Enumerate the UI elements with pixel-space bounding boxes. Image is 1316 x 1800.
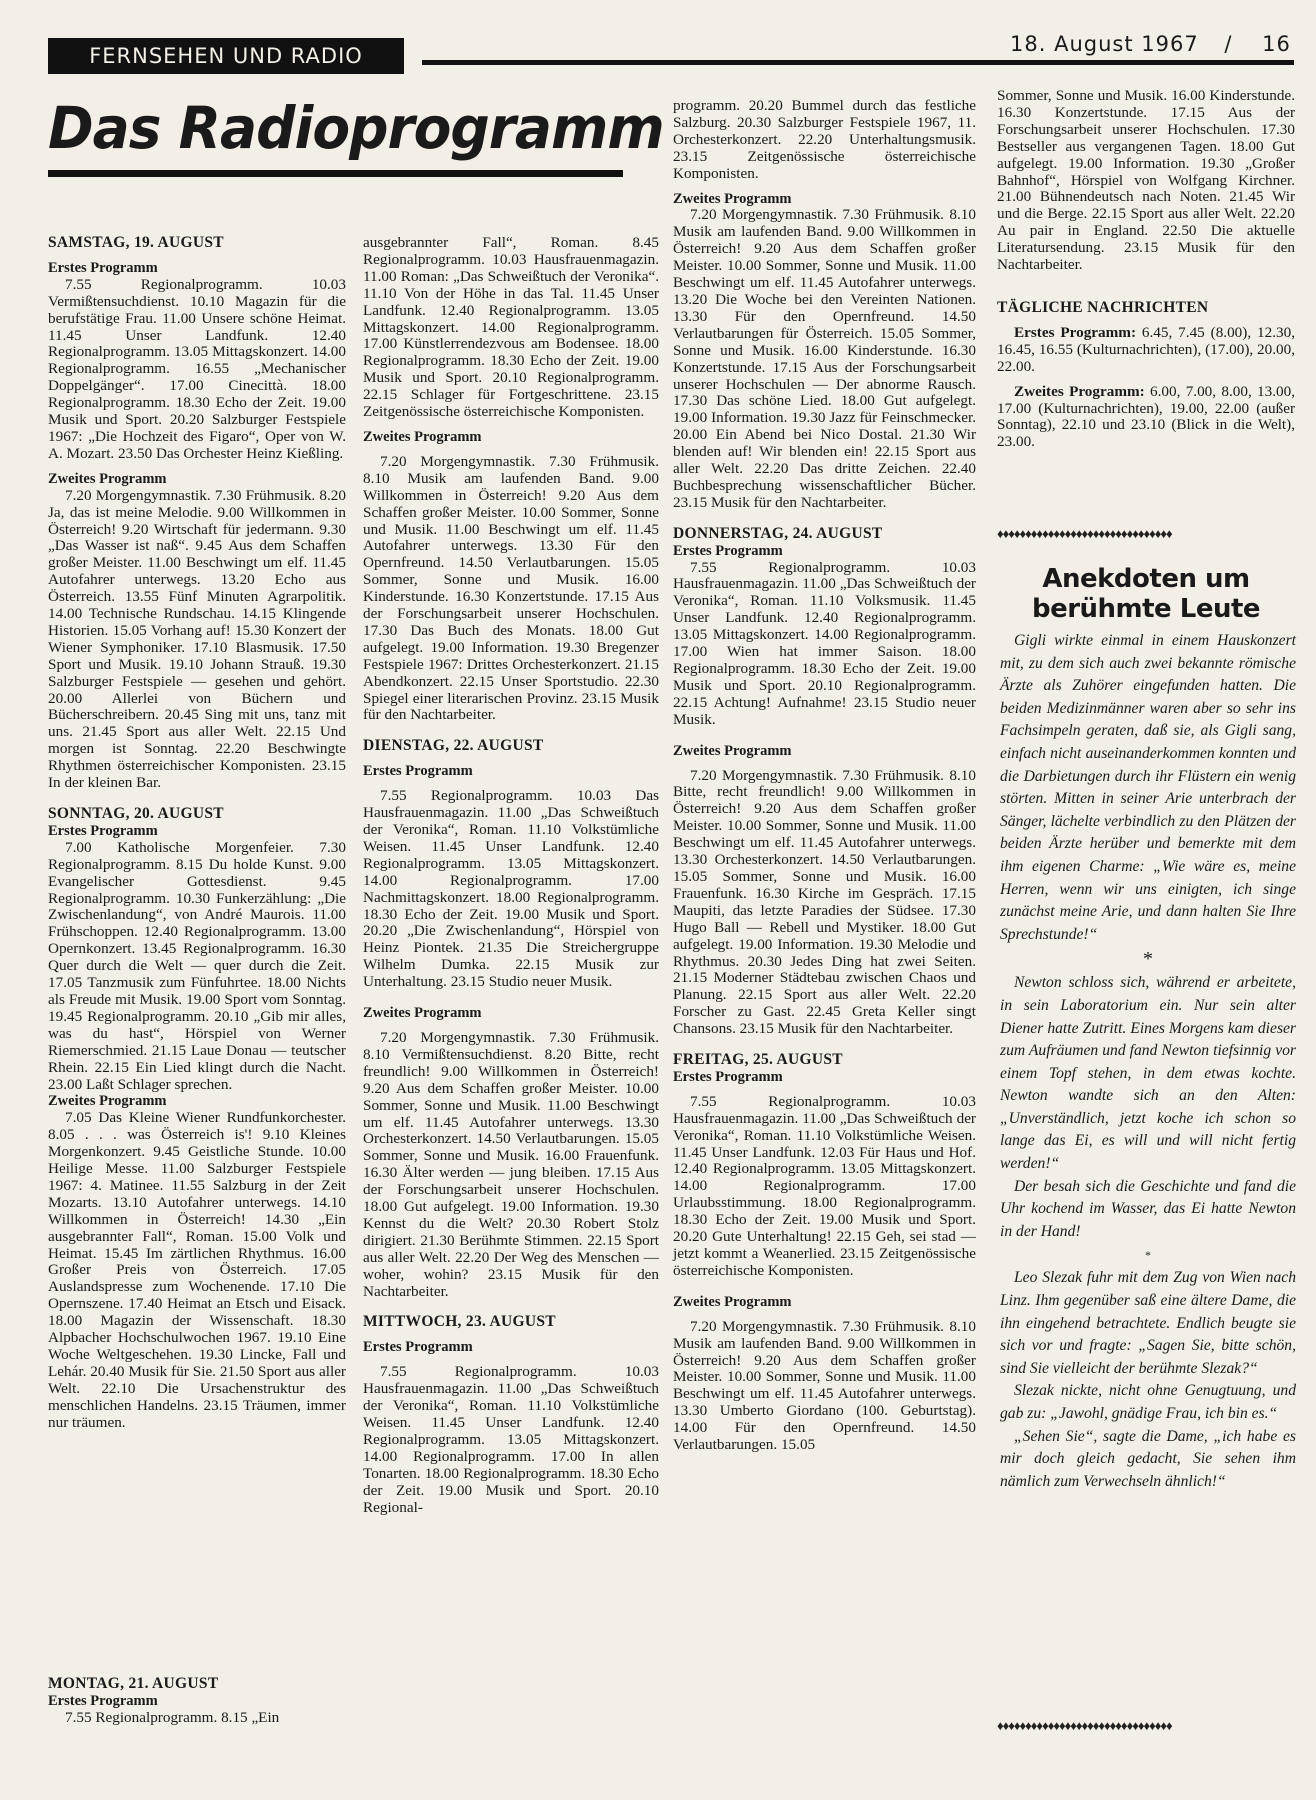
program-listing: 7.55 Regionalprogramm. 8.15 „Ein [65, 1708, 280, 1726]
program-label: Erstes Programm [48, 259, 158, 276]
issue-date-line [1010, 32, 1291, 56]
program-listing: 7.55 Regionalprogramm. 10.03 Hausfrauenmagazin. 11.00 „Das Schweißtuch der Veronika“, Roman. 11.10 Volkstümliche Weisen. 11.45 Unser Landfunk. 12.03 Für Haus und Hof. 12.40 Regionalprogramm. 13.05 Mittagskonzert. 14.00 Regionalprogramm. 17.00 Urlaubsstimmung. 18.00 Regionalprogramm. 18.30 Echo der Zeit. 19.00 Musik und Sport. 20.20 Gute Unterhaltung! 22.15 Geh, sei stad — jetzt kommt a Weanerlied. 23.15 Zeitgenössische österreichische Komponisten. [673, 1092, 976, 1279]
column-1 [48, 235, 346, 1432]
anecdotes-text [1000, 630, 1296, 1493]
page-title: Das Radioprogramm [48, 94, 664, 162]
column-1-bottom [48, 1676, 346, 1727]
program-listing: 7.20 Morgengymnastik. 7.30 Frühmusik. 8.10 Vermißtensuchdienst. 8.20 Bitte, recht freundlich! 9.00 Willkommen in Österreich! 9.20 Aus dem Schaffen großer Meister. 10.00 Sommer, Sonne und Musik. 11.00 Beschwingt um elf. 11.45 Autofahrer unterwegs. 13.30 Orchesterkonzert. 14.50 Verlautbarungen. 15.05 Sommer, Sonne und Musik. 16.00 Frauenfunk. 16.30 Älter werden — jung bleiben. 17.15 Aus der Forschungsarbeit unserer Hochschulen. 18.00 Gut aufgelegt. 19.00 Information. 19.30 Kennst du die Welt? 20.30 Robert Stolz dirigiert. 21.30 Berühmte Stimmen. 22.15 Sport aus aller Welt. 22.20 Der Weg des Menschen — woher, wohin? 23.15 Musik für den Nachtarbeiter. [363, 1028, 659, 1300]
news-times-second [997, 384, 1295, 452]
date-separator: / [1224, 32, 1233, 56]
program-label: Erstes Programm [673, 542, 783, 559]
program-label: Zweites Programm [363, 1005, 482, 1022]
day-heading-monday: MONTAG, 21. AUGUST [48, 1675, 219, 1692]
program-listing: 7.20 Morgengymnastik. 7.30 Frühmusik. 8.10 Bitte, recht freundlich! 9.00 Willkommen in Österreich! 9.20 Aus dem Schaffen großer Meister. 10.00 Sommer, Sonne und Musik. 11.00 Beschwingt um elf. 11.45 Autofahrer unterwegs. 13.30 Orchesterkonzert. 14.50 Verlautbarungen. 15.05 Sommer, Sonne und Musik. 16.00 Frauenfunk. 16.30 Kirche im Gespräch. 17.15 Maupiti, das letzte Paradies der Südsee. 17.30 Hugo Ball — Rebell und Mystiker. 18.00 Gut aufgelegt. 19.00 Information. 19.30 Melodie und Rhythmus. 20.30 Jedes Ding hat zwei Seiten. 21.15 Moderner Städtebau zwischen Chaos und Planung. 22.15 Sport aus aller Welt. 22.20 Forscher zu Gast. 22.45 Greta Keller singt Chansons. 23.15 Musik für den Nachtarbeiter. [673, 766, 976, 1038]
program-label: Erstes Programm: [1014, 323, 1137, 341]
day-heading-wednesday: MITTWOCH, 23. AUGUST [363, 1313, 556, 1331]
header-rule [422, 60, 1294, 65]
day-heading-tuesday: DIENSTAG, 22. AUGUST [363, 737, 544, 755]
diamond-divider: ♦♦♦♦♦♦♦♦♦♦♦♦♦♦♦♦♦♦♦♦♦♦♦♦♦♦♦♦♦♦♦ [997, 1718, 1172, 1733]
anecdote-gigli: Gigli wirkte einmal in einem Hauskonzert mit, zu dem sich auch zwei bekannte römische Ärzte als Zuhörer eingefunden hatten. Die beiden Medizinmänner waren aber so sehr ins Fachsimpeln geraten, daß sie, als Gigli sang, einfach nicht auseinanderkommen konnten und die Darbietungen durch ihr Flüstern ein wenig störten. Mitten in seiner Arie unterbrach der Sänger, lächelte verbindlich zu den Plätzen der beiden Ärzte herüber und bemerkte mit dem ihm eigenen Charme: „Wie wäre es, meine Herren, wenn wir uns einigten, ich singe zunächst meine Arie, und dann halten Sie Ihre Sprechstunde!“ [1000, 632, 1296, 943]
program-label: Erstes Programm [48, 1692, 158, 1709]
asterisk-separator: * [1143, 948, 1153, 971]
day-heading-saturday: SAMSTAG, 19. AUGUST [48, 234, 224, 251]
anecdote-slezak-end: „Sehen Sie“, sagte die Dame, „ich habe es mir doch gleich gedacht, Sie sehen ihm nämlich zum Verwechseln ähnlich!“ [1000, 1427, 1296, 1490]
program-label: Zweites Programm [673, 190, 792, 207]
program-listing: 7.05 Das Kleine Wiener Rundfunkorchester. 8.05 . . . was Österreich is'! 9.10 Kleines Morgenkonzert. 9.45 Geistliche Stunde. 10.00 Heilige Messe. 11.00 Salzburger Festspiele 1967: 4. Matinee. 11.55 Salzburg in der Zeit Mozarts. 13.10 Autofahrer unterwegs. 14.10 Willkommen in Österreich! 14.30 „Ein ausgebrannter Fall“, Roman. 15.00 Volk und Heimat. 15.45 Im zärtlichen Rhythmus. 16.00 Großer Preis von Österreich. 17.05 Auslandspresse zum Wochenende. 17.10 Die Opernszene. 17.40 Heimat an Etsch und Eisack. 18.00 Magazin der Wissenschaft. 18.30 Alpbacher Hochschulwochen 1967. 19.10 Eine Woche Weltgeschehen. 19.30 Lincke, Fall und Lehár. 20.40 Musik für Sie. 21.50 Sport aus aller Welt. 22.10 Die Ursachenstruktur des menschlichen Handelns. 23.15 Träumen, immer nur träumen. [48, 1109, 346, 1431]
page-number: 16 [1262, 32, 1291, 56]
news-times: 6.00, 7.00, 8.00, 13.00, 17.00 (Kulturnachrichten), 19.00, 22.00 (außer Sonntag), 22.10 und 23.10 (Blick in die Welt), 23.00. [997, 382, 1296, 451]
anecdotes-title-line-2: berühmte Leute [1031, 594, 1261, 624]
program-listing: 7.20 Morgengymnastik. 7.30 Frühmusik. 8.10 Musik am laufenden Band. 9.00 Willkommen in Österreich! 9.20 Aus dem Schaffen großer Meister. 10.00 Sommer, Sonne und Musik. 11.00 Beschwingt um elf. 11.45 Autofahrer unterwegs. 13.20 Die Woche bei den Vereinten Nationen. 13.30 Für den Opernfreund. 14.50 Verlautbarungen für Österreich. 15.05 Sommer, Sonne und Musik. 16.00 Kinderstunde. 16.30 Konzertstunde. 17.15 Aus der Forschungsarbeit unserer Hochschulen — Der abnorme Rausch. 17.30 Das schöne Lied. 18.00 Gut aufgelegt. 19.00 Information. 19.30 Jazz für Feinschmecker. 20.00 Ein Abend bei Nico Dostal. 21.30 Wir blenden auf! Wir blenden ein! 22.15 Sport aus aller Welt. 22.20 Das dritte Zeichen. 22.40 Buchbesprechung wissenschaftlicher Bücher. 23.15 Musik für den Nachtarbeiter. [673, 206, 976, 511]
program-listing: 7.20 Morgengymnastik. 7.30 Frühmusik. 8.20 Ja, das ist meine Melodie. 9.00 Willkommen in Österreich! 9.20 Wirtschaft für jedermann. 9.30 „Das Wasser ist naß“. 9.45 Aus dem Schaffen großer Meister. 11.00 Beschwingt um elf. 11.45 Autofahrer unterwegs. 13.20 Echo aus Österreich. 13.55 Fünf Minuten Agrarpolitik. 14.00 Technische Rundschau. 14.15 Klingende Historien. 15.05 Vorhang auf! 15.30 Konzert der Wiener Symphoniker. 17.10 Blasmusik. 17.50 Sport und Musik. 19.10 Johann Strauß. 19.30 Salzburger Festspiele — gesehen und gehört. 20.00 Allerlei von Büchern und Bücherschreibern. 20.45 Sing mit uns, tanz mit uns. 21.45 Sport aus aller Welt. 22.15 Und morgen ist Sonntag. 22.20 Beschwingte Rhythmen österreichischer Komponisten. 23.15 In der kleinen Bar. [48, 486, 346, 792]
day-heading-friday: FREITAG, 25. AUGUST [673, 1051, 843, 1069]
program-label: Erstes Programm [363, 1339, 473, 1356]
program-listing: 7.55 Regionalprogramm. 10.03 Das Hausfrauenmagazin. 11.00 „Das Schweißtuch der Veronika“, Roman. 11.10 Volkstümliche Weisen. 11.45 Unser Landfunk. 12.40 Regionalprogramm. 13.05 Mittagskonzert. 14.00 Regionalprogramm. 17.00 Nachmittagskonzert. 18.00 Regionalprogramm. 18.30 Echo der Zeit. 19.00 Musik und Sport. 20.20 „Die Zwischenlandung“, Hörspiel von Heinz Piontek. 21.35 Die Streichergruppe Wilhelm Dumka. 22.15 Musik zur Unterhaltung. 23.15 Studio neuer Musik. [363, 787, 659, 991]
news-times-first [997, 325, 1295, 376]
program-label: Erstes Programm [673, 1068, 783, 1085]
anecdotes-title-line-1: Anekdoten um [1042, 564, 1250, 594]
program-label: Zweites Programm: [1014, 382, 1145, 400]
day-heading-thursday: DONNERSTAG, 24. AUGUST [673, 524, 883, 542]
news-times: 6.45, 7.45 (8.00), 12.30, 16.45, 16.55 (Kulturnachrichten), (17.00), 20.00, 22.00. [997, 323, 1295, 375]
program-label: Zweites Programm [363, 428, 482, 445]
program-listing: programm. 20.20 Bummel durch das festliche Salzburg. 20.30 Salzburger Festspiele 1967, 11. Orchesterkonzert. 22.20 Unterhaltungsmusik. 23.15 Zeitgenössische österreichische Komponisten. [673, 97, 976, 182]
program-listing: 7.20 Morgengymnastik. 7.30 Frühmusik. 8.10 Musik am laufenden Band. 9.00 Willkommen in Österreich! 9.20 Aus dem Schaffen großer Meister. 10.00 Sommer, Sonne und Musik. 11.00 Beschwingt um elf. 11.45 Autofahrer unterwegs. 13.30 Umberto Giordano (100. Geburtstag). 14.00 Für den Opernfreund. 14.50 Verlautbarungen. 15.05 [673, 1317, 976, 1454]
anecdotes-title [1010, 564, 1282, 624]
anecdote-slezak-mid: Slezak nickte, nicht ohne Genugtuung, und gab zu: „Jawohl, gnädige Frau, ich bin es.“ [1000, 1382, 1296, 1422]
program-listing: 7.00 Katholische Morgenfeier. 7.30 Regionalprogramm. 8.15 Du holde Kunst. 9.00 Evangelischer Gottesdienst. 9.45 Regionalprogramm. 10.30 Funkerzählung: „Die Zwischenlandung“, von André Maurois. 11.00 Frühschoppen. 12.40 Regionalprogramm. 13.00 Opernkonzert. 13.45 Regionalprogramm. 16.30 Quer durch die Welt — quer durch die Zeit. 17.05 Tanzmusik zum Fünfuhrtee. 18.00 Nichts als Freude mit Musik. 19.00 Sport vom Sonntag. 19.45 Regionalprogramm. 20.10 „Gib mir alles, was du hast“, Hörspiel von Werner Riemerschmied. 21.15 Laue Donau — teutscher Rhein. 22.15 Ein Lied klingt durch die Nacht. 23.00 Laßt Schlager sprechen. [48, 838, 346, 1093]
program-label: Erstes Programm [48, 822, 158, 839]
program-listing: 7.55 Regionalprogramm. 10.03 Hausfrauenmagazin. 11.00 „Das Schweißtuch der Veronika“, Roman. 11.10 Volksmusik. 11.45 Unser Landfunk. 12.40 Regionalprogramm. 13.05 Mittagskonzert. 14.00 Regionalprogramm. 17.00 Wien hat immer Saison. 18.00 Regionalprogramm. 18.30 Echo der Zeit. 19.00 Musik und Sport. 20.10 Regionalprogramm. 22.15 Achtung! Aufnahme! 23.15 Studio neuer Musik. [673, 558, 976, 728]
program-listing: Sommer, Sonne und Musik. 16.00 Kinderstunde. 16.30 Konzertstunde. 17.15 Aus der Forschungsarbeit unserer Hochschulen. 17.30 Bestseller aus vergangenen Tagen. 18.00 Gut aufgelegt. 19.00 Information. 19.30 „Großer Bahnhof“, Hörspiel von Wolfgang Kirchner. 21.00 Bühnendeutsch nach Noten. 21.45 Wir und die Berge. 22.15 Sport aus aller Welt. 22.20 Au pair in England. 22.50 Die aktuelle Literatursendung. 23.15 Musik für den Nachtarbeiter. [997, 87, 1295, 274]
anecdote-slezak: Leo Slezak fuhr mit dem Zug von Wien nach Linz. Ihm gegenüber saß eine ältere Dame, die ihn eingehend betrachtete. Endlich beugte sie sich vor und fragte: „Sagen Sie, bitte schön, sind Sie vielleicht der berühmte Slezak?“ [1000, 1269, 1296, 1377]
issue-date: 18. August 1967 [1010, 32, 1199, 56]
program-label: Zweites Programm [48, 470, 167, 487]
day-heading-sunday: SONNTAG, 20. AUGUST [48, 805, 224, 822]
program-label: Zweites Programm [673, 742, 792, 759]
section-tag: FERNSEHEN UND RADIO [48, 38, 404, 74]
program-label: Zweites Programm [48, 1093, 167, 1110]
program-listing: 7.55 Regionalprogramm. 10.03 Vermißtensuchdienst. 10.10 Magazin für die berufstätige Frau. 11.00 Unsere schöne Heimat. 11.45 Unser Landfunk. 12.40 Regionalprogramm. 13.05 Mittagskonzert. 14.00 Regionalprogramm. 16.55 „Mechanischer Doppelgänger“. 17.00 Cinecittà. 18.00 Regionalprogramm. 18.30 Echo der Zeit. 19.00 Musik und Sport. 20.20 Salzburger Festspiele 1967: „Die Hochzeit des Figaro“, Oper von W. A. Mozart. 23.50 Das Orchester Heinz Kießling. [48, 275, 346, 462]
program-label: Erstes Programm [363, 763, 473, 780]
anecdote-newton-end: Der besah sich die Geschichte und fand die Uhr kochend im Wasser, das Ei hatte Newton in der Hand! [1000, 1177, 1296, 1240]
program-listing: 7.55 Regionalprogramm. 10.03 Hausfrauenmagazin. 11.00 „Das Schweißtuch der Veronika“, Roman. 11.10 Volkstümliche Weisen. 11.45 Unser Landfunk. 12.40 Regionalprogramm. 13.05 Mittagskonzert. 14.00 Regionalprogramm. 17.00 In allen Tonarten. 18.00 Regionalprogramm. 18.30 Echo der Zeit. 19.00 Musik und Sport. 20.10 Regional- [363, 1363, 659, 1516]
column-2 [363, 235, 659, 1516]
column-4 [997, 88, 1295, 451]
program-listing: 7.20 Morgengymnastik. 7.30 Frühmusik. 8.10 Musik am laufenden Band. 9.00 Willkommen in Österreich! 9.20 Aus dem Schaffen großer Meister. 10.00 Sommer, Sonne und Musik. 11.00 Beschwingt um elf. 11.45 Autofahrer unterwegs. 13.30 Für den Opernfreund. 14.50 Verlautbarungen. 15.05 Sommer, Sonne und Musik. 16.00 Kinderstunde. 16.30 Konzertstunde. 17.15 Aus der Forschungsarbeit unserer Hochschulen. 17.30 Das Buch des Monats. 18.00 Gut aufgelegt. 19.00 Information. 19.30 Bregenzer Festspiele 1967: Drittes Orchesterkonzert. 21.15 Abendkonzert. 22.15 Unser Sportstudio. 22.30 Spiegel einer literarischen Provinz. 23.15 Musik für den Nachtarbeiter. [363, 452, 659, 724]
anecdote-newton: Newton schloss sich, während er arbeitete, in sein Laboratorium ein. Nur sein alter Diener hatte Zutritt. Eines Morgens kam dieser zum Aufräumen und fand Newton tiefsinnig vor einem Topf stehen, in dem etwas kochte. Newton wandte sich an den Alten: „Unverständlich, jetzt koche ich schon so lange das Ei, es will und will nicht fertig werden!“ [1000, 974, 1296, 1173]
program-label: Zweites Programm [673, 1293, 792, 1310]
daily-news-box [997, 300, 1295, 451]
asterisk-separator: * [1145, 1248, 1151, 1263]
program-listing: ausgebrannter Fall“, Roman. 8.45 Regionalprogramm. 10.03 Hausfrauenmagazin. 11.00 Roman: „Das Schweißtuch der Veronika“. 11.10 Von der Höhe in das Tal. 11.45 Unser Landfunk. 12.40 Regionalprogramm. 13.05 Mittagskonzert. 14.00 Regionalprogramm. 17.00 Künstlerrendezvous am Bodensee. 18.00 Regionalprogramm. 18.30 Echo der Zeit. 19.00 Musik und Sport. 20.10 Regionalprogramm. 22.15 Schlager für Fortgeschrittene. 23.15 Zeitgenössische österreichische Komponisten. [363, 234, 659, 421]
title-rule [48, 170, 623, 177]
daily-news-heading: TÄGLICHE NACHRICHTEN [997, 298, 1209, 316]
column-3 [673, 98, 976, 1454]
diamond-divider: ♦♦♦♦♦♦♦♦♦♦♦♦♦♦♦♦♦♦♦♦♦♦♦♦♦♦♦♦♦♦♦ [997, 526, 1172, 541]
